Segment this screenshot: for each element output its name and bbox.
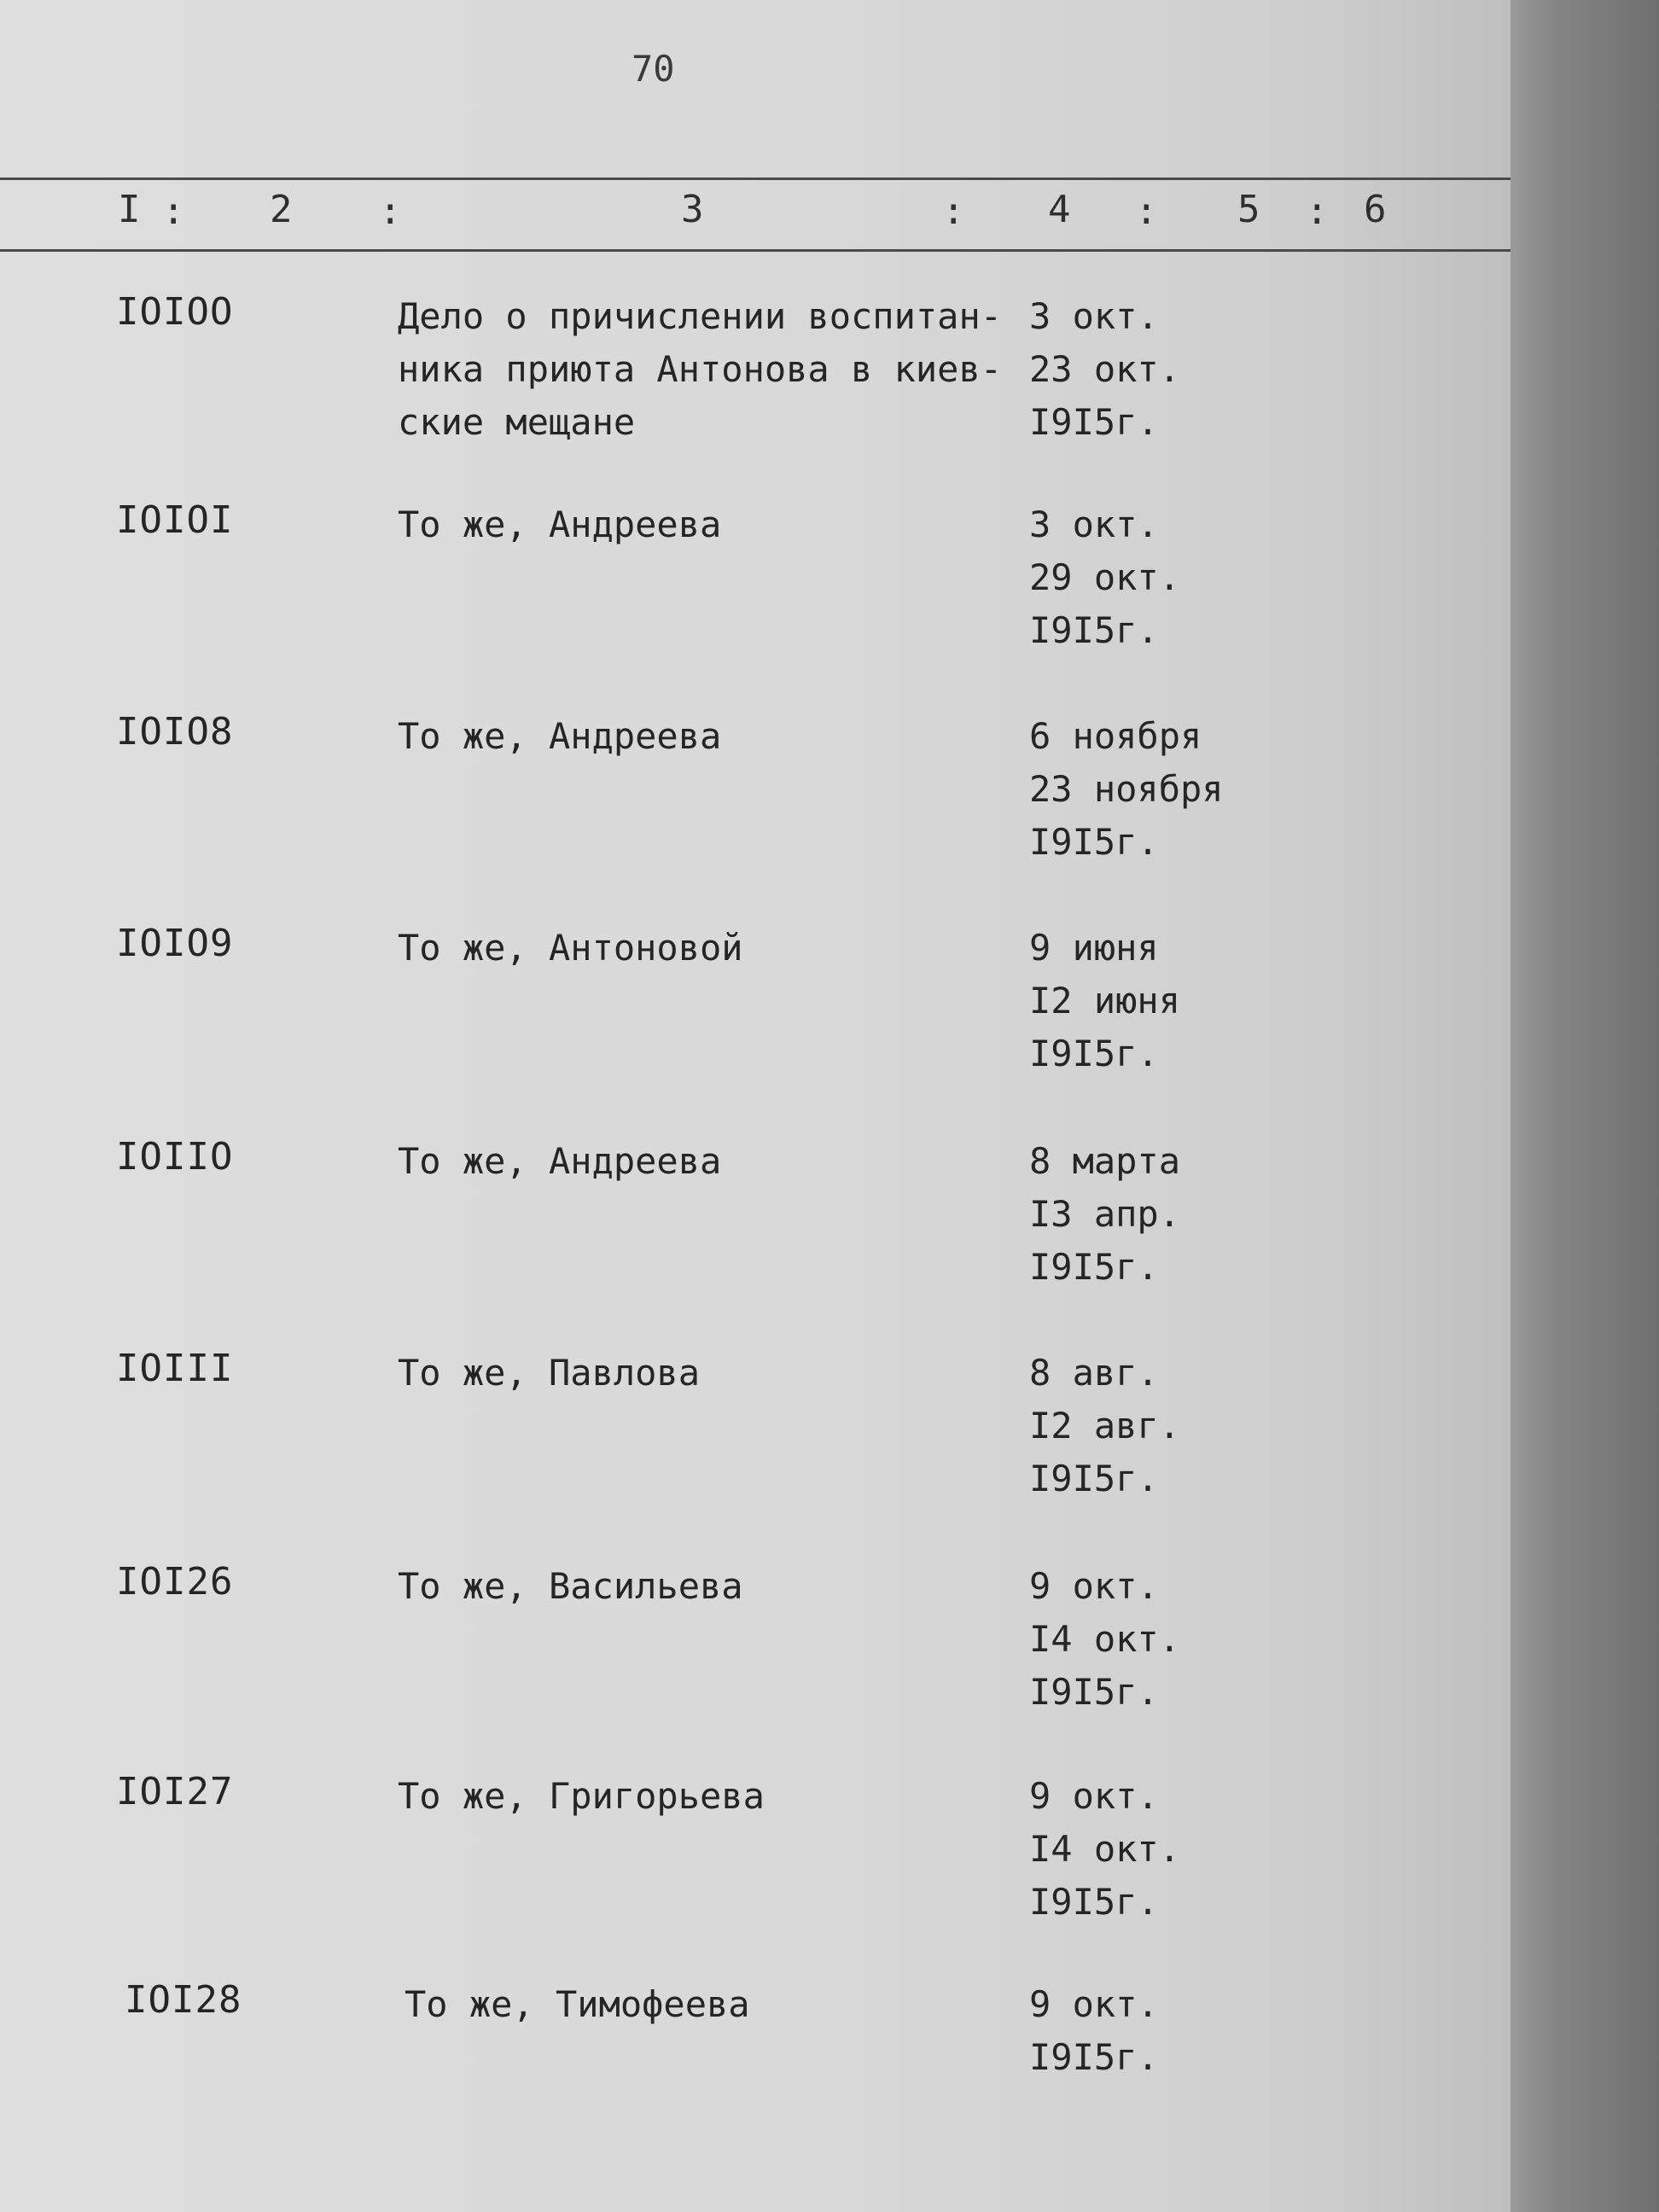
case-dates — [1029, 290, 1180, 449]
date-line: I4 окт. — [1029, 1618, 1181, 1660]
case-dates — [1029, 1135, 1180, 1294]
header-top-rule — [0, 178, 1511, 180]
case-number: IOIIO — [116, 1135, 234, 1179]
date-line: 3 окт. — [1029, 295, 1159, 337]
date-line: 9 окт. — [1029, 1983, 1159, 2025]
case-title-line: То же, Васильева — [398, 1565, 743, 1607]
date-line: 9 окт. — [1029, 1775, 1159, 1817]
case-title — [398, 1770, 1029, 1823]
date-line: I9I5г. — [1029, 1033, 1159, 1074]
case-number: IOI28 — [125, 1978, 242, 2022]
case-title-line: ника приюта Антонова в киев- — [398, 348, 1003, 390]
date-line: I9I5г. — [1029, 1458, 1159, 1499]
column-header-2: 2 — [270, 188, 293, 231]
column-separator: : — [1306, 189, 1329, 233]
date-line: I9I5г. — [1029, 609, 1159, 651]
case-title-line: То же, Павлова — [398, 1352, 701, 1394]
column-separator: : — [162, 189, 185, 233]
date-line: I9I5г. — [1029, 401, 1159, 443]
column-header-5: 5 — [1237, 188, 1260, 231]
case-title — [398, 710, 1029, 763]
page-number: 70 — [632, 48, 675, 90]
date-line: 3 окт. — [1029, 504, 1159, 545]
case-number: IOIO8 — [116, 710, 234, 754]
case-number: IOIII — [116, 1347, 234, 1390]
column-separator: : — [379, 189, 402, 233]
date-line: 23 окт. — [1029, 348, 1181, 390]
date-line: I3 апр. — [1029, 1193, 1181, 1235]
case-title-line: То же, Тимофеева — [405, 1983, 750, 2025]
column-header-4: 4 — [1048, 188, 1071, 231]
case-title-line: То же, Григорьева — [398, 1775, 765, 1817]
date-line: 8 марта — [1029, 1140, 1181, 1182]
case-dates — [1029, 498, 1180, 657]
case-number: IOIOI — [116, 498, 234, 542]
case-title-line: То же, Антоновой — [398, 927, 743, 969]
column-separator: : — [942, 189, 965, 233]
date-line: I9I5г. — [1029, 1246, 1159, 1288]
case-title — [398, 290, 1029, 449]
case-title — [398, 1560, 1029, 1613]
case-dates — [1029, 1347, 1180, 1505]
date-line: I2 июня — [1029, 980, 1181, 1022]
case-number: IOI26 — [116, 1560, 234, 1604]
case-title-line: То же, Андреева — [398, 715, 722, 757]
date-line: I2 авг. — [1029, 1405, 1181, 1447]
case-title-line: То же, Андреева — [398, 1140, 722, 1182]
case-number: IOIOO — [116, 290, 234, 334]
case-dates — [1029, 1978, 1159, 2084]
case-dates — [1029, 1560, 1180, 1719]
date-line: I4 окт. — [1029, 1828, 1181, 1870]
case-title-line: Дело о причислении воспитан- — [398, 295, 1003, 337]
column-separator: : — [1135, 189, 1158, 233]
date-line: 8 авг. — [1029, 1352, 1159, 1394]
date-line: I9I5г. — [1029, 1881, 1159, 1923]
case-number: IOI27 — [116, 1770, 234, 1813]
case-dates — [1029, 922, 1180, 1080]
column-header-6: 6 — [1364, 188, 1387, 231]
case-title — [405, 1978, 1036, 2031]
date-line: I9I5г. — [1029, 821, 1159, 863]
case-dates — [1029, 710, 1224, 869]
case-dates — [1029, 1770, 1180, 1929]
case-title-line: То же, Андреева — [398, 504, 722, 545]
date-line: 9 окт. — [1029, 1565, 1159, 1607]
date-line: I9I5г. — [1029, 2036, 1159, 2078]
page-shadow-edge — [1511, 0, 1659, 2212]
date-line: 6 ноября — [1029, 715, 1202, 757]
date-line: 9 июня — [1029, 927, 1159, 969]
date-line: 29 окт. — [1029, 556, 1181, 598]
case-title — [398, 1135, 1029, 1188]
date-line: 23 ноября — [1029, 768, 1224, 810]
case-title — [398, 1347, 1029, 1400]
case-title-line: ские мещане — [398, 401, 636, 443]
case-number: IOIO9 — [116, 922, 234, 965]
header-bottom-rule — [0, 249, 1511, 252]
column-header-3: 3 — [681, 188, 704, 231]
column-header-1: I — [118, 188, 141, 231]
case-title — [398, 498, 1029, 551]
date-line: I9I5г. — [1029, 1671, 1159, 1713]
case-title — [398, 922, 1029, 975]
